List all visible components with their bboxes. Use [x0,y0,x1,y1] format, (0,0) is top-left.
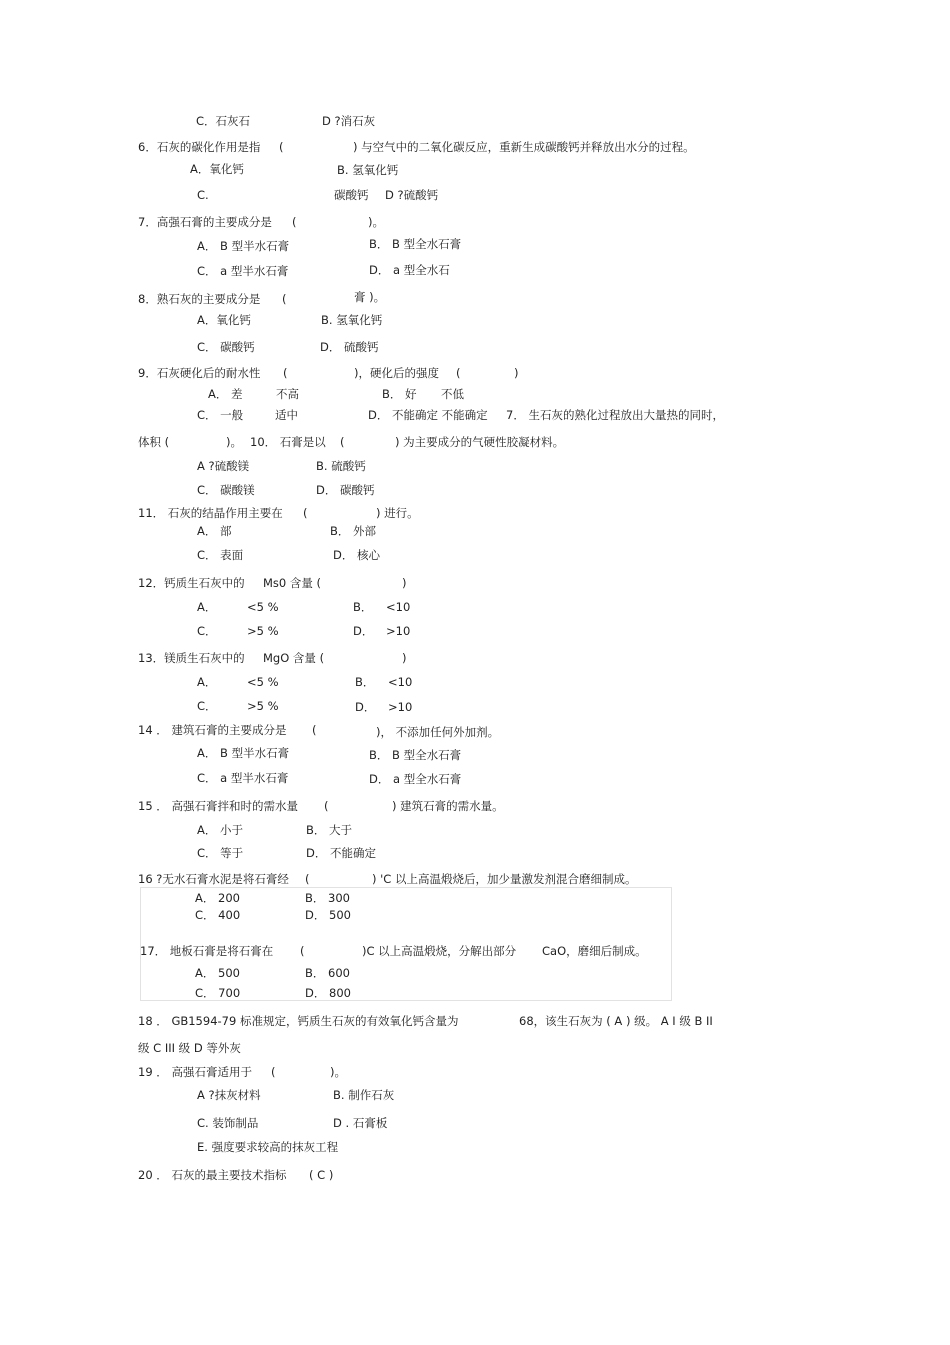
option-a: A． [197,675,217,689]
paren-close: )。 [368,215,384,229]
question-17-mid: )C 以上高温煅烧，分解出部分 [362,944,517,958]
option-a: A． 部 [197,524,232,538]
option-c: C． 表面 [197,548,244,562]
option-c: C. 装饰制品 [197,1116,259,1130]
question-9-mid: )，硬化后的强度 [354,366,439,380]
option-b: B． [353,600,373,614]
option-d: D． [353,624,374,638]
question-7: 7．高强石膏的主要成分是 [138,215,272,229]
paren-open: ( [324,799,329,813]
option-a-value: <5 % [247,675,279,689]
option-a: A． 200 [195,891,240,905]
option-c-q5: C．石灰石 [196,114,251,128]
question-14: 14 ． 建筑石膏的主要成分是 [138,723,287,737]
option-a: A． 差 [208,387,243,401]
question-10: 10． 石膏是以 [250,435,326,449]
option-b: B． 300 [305,891,350,905]
option-c: C. [197,188,209,202]
question-18-line2: 级 C III 级 D 等外灰 [138,1041,241,1055]
option-a: A． B 型半水石膏 [197,746,290,760]
question-19: 19 ． 高强石膏适用于 [138,1065,252,1079]
question-7b: 7． 生石灰的熟化过程放出大量热的同时， [506,408,724,422]
option-c: C． 一般 [197,408,244,422]
paren-close: )。 [226,435,242,449]
option-b-value: <10 [386,600,411,614]
answer: ( C ) [309,1168,334,1182]
option-c-value: >5 % [247,699,279,713]
question-18: 18 ． GB1594-79 标准规定，钙质生石灰的有效氧化钙含量为 [138,1014,459,1028]
paren-open: ( [303,506,308,520]
option-a: A． B 型半水石膏 [197,239,290,253]
option-c-2: 适中 [275,408,298,422]
paren-close: 膏 )。 [354,290,386,304]
question-6: 6．石灰的碳化作用是指 [138,140,261,154]
option-c-value: >5 % [247,624,279,638]
question-17: 17． 地板石膏是将石膏在 [140,944,274,958]
option-b: B． 大于 [306,823,353,837]
option-b: B． B 型全水石膏 [369,748,462,762]
option-c: C． 等于 [197,846,244,860]
option-a: A ?抹灰材料 [197,1088,261,1102]
option-b: B． 好 [382,387,417,401]
option-d: D． [355,700,376,714]
option-d: D . 石膏板 [333,1116,388,1130]
option-c: C． a 型半水石膏 [197,771,289,785]
question-8: 8．熟石灰的主要成分是 [138,292,261,306]
question-12-mid: Ms0 含量 ( [263,576,322,590]
paren-open: ( [283,366,288,380]
option-a-2: 不高 [276,387,299,401]
option-d: D． 不能确定 [306,846,377,860]
option-c: C． 400 [195,908,241,922]
paren-close: ) [402,576,407,590]
option-b-2: 不低 [441,387,464,401]
option-b: B. 制作石灰 [333,1088,395,1102]
question-6-tail: ) 与空气中的二氧化碳反应，重新生成碳酸钙并释放出水分的过程。 [353,140,695,154]
option-a: A．氧化钙 [190,162,244,176]
option-d: D． 500 [305,908,351,922]
question-7b-tail: 体积 ( [138,435,170,449]
option-d-value: >10 [386,624,411,638]
option-d: D． 800 [305,986,351,1000]
option-c: C． [197,699,217,713]
paren-open: ( [300,944,305,958]
option-c: C． 碳酸镁 [197,483,255,497]
question-14-tail: )， 不添加任何外加剂。 [376,725,500,739]
option-d-q5: D ?消石灰 [322,114,376,128]
paren-open: ( [340,435,345,449]
paren-open: ( [305,872,310,886]
option-d: D． 核心 [333,548,381,562]
question-10-tail: ) 为主要成分的气硬性胶凝材料。 [395,435,565,449]
option-d: D． a 型全水石 [369,263,450,277]
option-c: C． a 型半水石膏 [197,264,289,278]
question-11: 11． 石灰的结晶作用主要在 [138,506,283,520]
option-d: D． 硫酸钙 [320,340,379,354]
question-16: 16 ?无水石膏水泥是将石膏经 [138,872,289,886]
option-a: A ?硫酸镁 [197,459,250,473]
option-a: A． 小于 [197,823,244,837]
paren-open: ( [271,1065,276,1079]
paren-close: ) [402,651,407,665]
option-a: A． [197,600,217,614]
paren-open: ( [282,292,287,306]
option-b: B． [355,675,375,689]
question-17-tail: CaO，磨细后制成。 [542,944,647,958]
question-9: 9．石灰硬化后的耐水性 [138,366,261,380]
option-a-value: <5 % [247,600,279,614]
option-b: B． 外部 [330,524,377,538]
option-e: E. 强度要求较高的抹灰工程 [197,1140,339,1154]
option-b: B. 硫酸钙 [316,459,366,473]
question-12: 12．钙质生石灰中的 [138,576,245,590]
option-d-value: >10 [388,700,413,714]
option-a: A．氧化钙 [197,313,251,327]
paren-close: ) [514,366,519,380]
option-b: B. 氢氧化钙 [321,313,383,327]
question-11-tail: ) 进行。 [376,506,419,520]
option-c: C． [197,624,217,638]
option-b: B． B 型全水石膏 [369,237,462,251]
paren-close: )。 [330,1065,346,1079]
option-b: B． 600 [305,966,350,980]
question-13-mid: MgO 含量 ( [263,651,325,665]
option-c: C． 700 [195,986,241,1000]
option-c: C． 碳酸钙 [197,340,255,354]
paren-open: ( [279,140,284,154]
option-c-text: 碳酸钙 [334,188,369,202]
option-a: A． 500 [195,966,240,980]
question-20: 20 ． 石灰的最主要技术指标 [138,1168,287,1182]
option-b-value: <10 [388,675,413,689]
paren-open: ( [456,366,461,380]
option-d: D． 不能确定 不能确定 [368,408,488,422]
option-d: D． 碳酸钙 [316,483,375,497]
question-13: 13．镁质生石灰中的 [138,651,245,665]
question-15-tail: ) 建筑石膏的需水量。 [392,799,504,813]
option-d: D． a 型全水石膏 [369,772,462,786]
option-b: B. 氢氧化钙 [337,163,399,177]
question-18-tail: 68，该生石灰为 ( A ) 级。 A I 级 B II [519,1014,713,1028]
paren-open: ( [292,215,297,229]
paren-open: ( [312,723,317,737]
question-16-tail: ) 'C 以上高温煅烧后，加少量激发剂混合磨细制成。 [372,872,637,886]
question-15: 15 ． 高强石膏拌和时的需水量 [138,799,298,813]
option-d: D ?硫酸钙 [385,188,439,202]
